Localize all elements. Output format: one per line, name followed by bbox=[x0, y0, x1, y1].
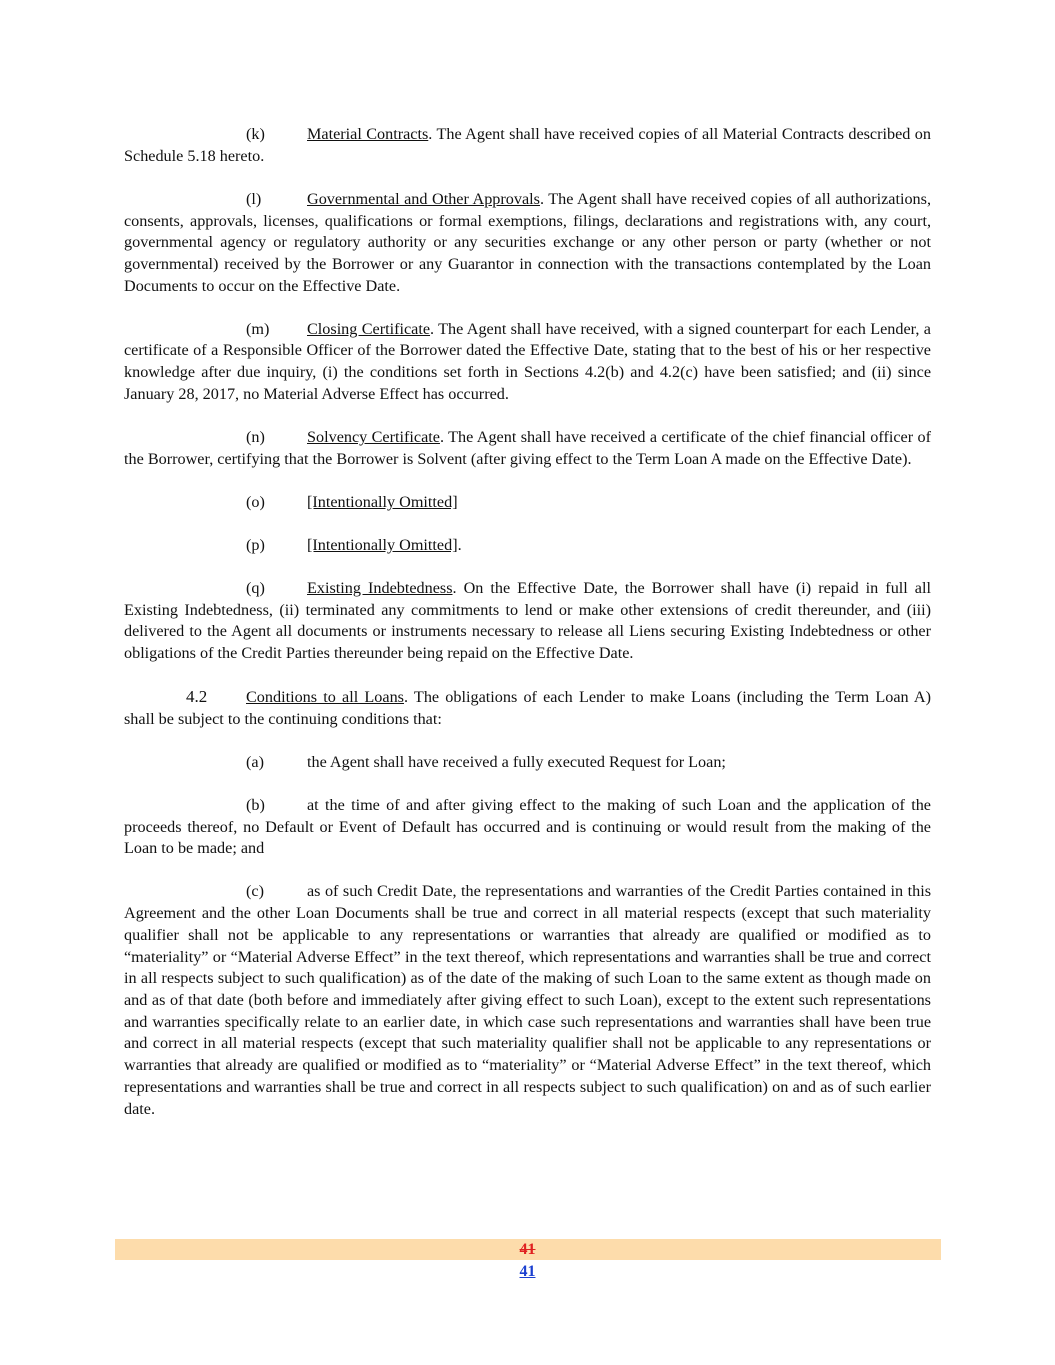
condition-a bbox=[124, 752, 931, 774]
section-heading: Conditions to all Loans bbox=[246, 688, 404, 707]
paragraph-heading: [Intentionally Omitted] bbox=[307, 535, 458, 554]
paragraph-text: . The Agent shall have received, with a signed counterpart for each Lender, a certificate of a Responsible Officer of the Borrower dated the Effective Date, stating that to the best of his or her respective knowledge after due inquiry, (i) the conditions set forth in Sections 4.2(b) and 4.2(c) have been satisfied; and (ii) since January 28, 2017, no Material Adverse Effect has occurred. bbox=[124, 319, 931, 403]
condition-b bbox=[124, 795, 931, 860]
paragraph-label: (p) bbox=[246, 535, 265, 554]
paragraph-label: (n) bbox=[246, 427, 265, 446]
section-number: 4.2 bbox=[186, 687, 208, 707]
paragraph-heading: Closing Certificate bbox=[307, 319, 431, 338]
paragraph-label: (q) bbox=[246, 578, 265, 597]
paragraph-o bbox=[124, 492, 931, 514]
condition-label: (a) bbox=[246, 752, 264, 771]
paragraph-l bbox=[124, 189, 931, 298]
paragraph-heading: Existing Indebtedness bbox=[307, 578, 453, 597]
paragraph-label: (o) bbox=[246, 492, 265, 511]
condition-c bbox=[124, 881, 931, 1120]
paragraph-heading: [Intentionally Omitted] bbox=[307, 492, 458, 511]
paragraph-label: (m) bbox=[246, 319, 270, 338]
paragraph-m bbox=[124, 319, 931, 406]
paragraph-k bbox=[124, 124, 931, 167]
paragraph-heading: Governmental and Other Approvals bbox=[307, 189, 540, 208]
paragraph-text: . The Agent shall have received a certificate of the chief financial officer of the Borrower, certifying that the Borrower is Solvent (after giving effect to the Term Loan A made on the Effective Date). bbox=[124, 427, 931, 468]
condition-text: as of such Credit Date, the representations and warranties of the Credit Parties contained in this Agreement and the other Loan Documents shall be true and correct in all material respects (except that such materiality qualifier shall not be applicable to any representations or warranties that already are qualified or modified as to “materiality” or “Material Adverse Effect” in the text thereof, which representations and warranties shall be true and correct in all respects subject to such qualification) as of the date of the making of such Loan to the same extent as though made on and as of that date (both before and immediately after giving effect to such Loan), except to the extent such representations and warranties specifically relate to an earlier date, in which case such representations and warranties shall have been true and correct in all material respects (except that such materiality qualifier shall not be applicable to any representations or warranties that already are qualified or modified as to “materiality” or “Material Adverse Effect” in the text thereof, which representations and warranties shall be true and correct in all respects subject to such qualification) on and as of such earlier date. bbox=[124, 882, 931, 1118]
condition-text: the Agent shall have received a fully executed Request for Loan; bbox=[307, 752, 726, 771]
section-text: . The obligations of each Lender to make Loans (including the Term Loan A) shall be subject to the continuing conditions that: bbox=[124, 688, 931, 728]
paragraph-text: . On the Effective Date, the Borrower shall have (i) repaid in full all Existing Indebtedness, (ii) terminated any commitments to lend or make other extensions of credit thereunder, and (iii) delivered to the Agent all documents or instruments necessary to release all Liens securing Existing Indebtedness or other obligations of the Credit Parties thereunder being repaid on the Effective Date. bbox=[124, 578, 931, 662]
paragraph-p bbox=[124, 535, 931, 557]
paragraph-text: . The Agent shall have received copies of all authorizations, consents, approvals, licenses, qualifications or formal exemptions, filings, declarations and registrations with, any court, governmental agency or regulatory authority or any securities exchange or any other person or party (whether or not governmental) received by the Borrower or any Guarantor in connection with the transactions contemplated by the Loan Documents to occur on the Effective Date. bbox=[124, 189, 931, 295]
paragraph-heading: Material Contracts bbox=[307, 125, 429, 143]
condition-text: at the time of and after giving effect to the making of such Loan and the application of the proceeds thereof, no Default or Event of Default has occurred and is continuing or would result from the making of the Loan to be made; and bbox=[124, 795, 931, 858]
condition-label: (b) bbox=[246, 795, 265, 814]
document-body bbox=[124, 124, 931, 1142]
paragraph-text: . bbox=[457, 535, 462, 554]
page-number-inserted: 41 bbox=[519, 1263, 536, 1280]
paragraph-label: (k) bbox=[246, 125, 265, 143]
section-4-2 bbox=[124, 686, 931, 730]
paragraph-text: . The Agent shall have received copies of all Material Contracts described on Schedule 5.18 hereto. bbox=[124, 125, 931, 165]
paragraph-q bbox=[124, 578, 931, 665]
paragraph-label: (l) bbox=[246, 189, 262, 208]
paragraph-heading: Solvency Certificate bbox=[307, 427, 440, 446]
page-number-deleted: 41 bbox=[519, 1241, 536, 1258]
paragraph-n bbox=[124, 427, 931, 470]
condition-label: (c) bbox=[246, 882, 264, 901]
